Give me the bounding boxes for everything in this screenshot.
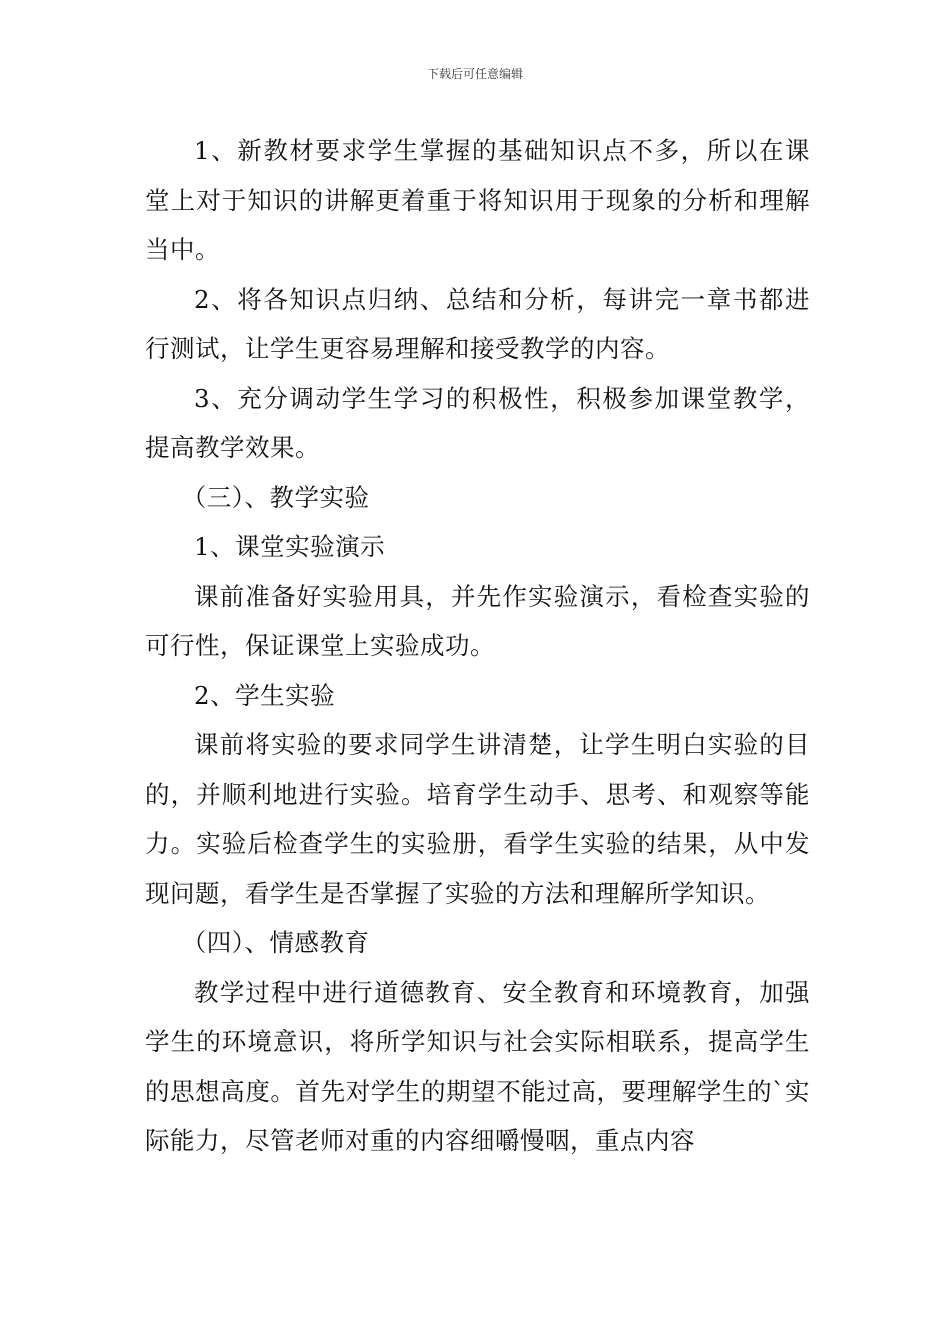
paragraph-point-2: 2、将各知识点归纳、总结和分析，每讲完一章书都进行测试，让学生更容易理解和接受教学的内容。 [145,284,810,363]
document-body [145,126,810,1166]
paragraph-point-1: 1、新教材要求学生掌握的基础知识点不多，所以在课堂上对于知识的讲解更着重于将知识用于现象的分析和理解当中。 [145,136,810,264]
page-header: 下载后可任意编辑 [426,67,523,81]
section-heading-experiments: （三）、教学实验 [181,482,370,512]
paragraph-emotional-education: 教学过程中进行道德教育、安全教育和环境教育，加强学生的环境意识，将所学知识与社会实际相联系，提高学生的思想高度。首先对学生的期望不能过高，要理解学生的`实际能力，尽管老师对重的内容细嚼慢咽，重点内容 [145,977,810,1155]
paragraph-student-experiment: 课前将实验的要求同学生讲清楚，让学生明白实验的目的，并顺利地进行实验。培育学生动手、思考、和观察等能力。实验后检查学生的实验册，看学生实验的结果，从中发现问题，看学生是否掌握了实验的方法和理解所学知识。 [145,730,810,908]
subheading-classroom-demo: 1、课堂实验演示 [194,532,386,561]
subheading-student-experiment: 2、学生实验 [194,680,336,710]
section-heading-emotional-education: （四）、情感教育 [181,928,370,957]
paragraph-classroom-demo: 课前准备好实验用具，并先作实验演示，看检查实验的可行性，保证课堂上实验成功。 [145,581,810,660]
paragraph-point-3: 3、充分调动学生学习的积极性，积极参加课堂教学，提高教学效果。 [145,383,810,462]
